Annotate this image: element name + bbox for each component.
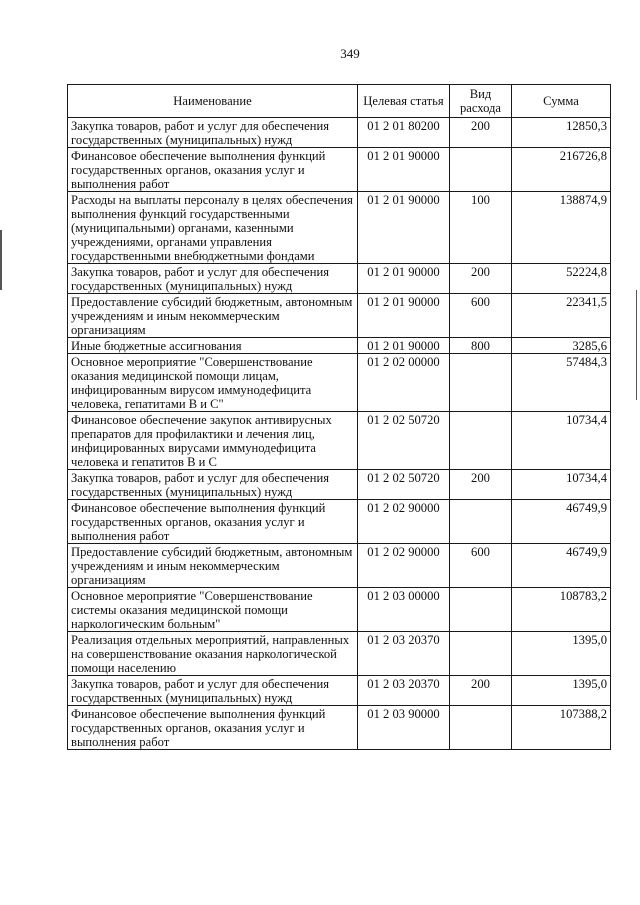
row-name-cell: Финансовое обеспечение выполнения функций государственных органов, оказания услуг и выполнения работ (68, 706, 358, 750)
row-name-cell: Предоставление субсидий бюджетным, автономным учреждениям и иным некоммерческим организациям (68, 544, 358, 588)
row-kind-cell: 600 (450, 294, 512, 338)
budget-table (67, 84, 611, 750)
row-name-cell: Закупка товаров, работ и услуг для обеспечения государственных (муниципальных) нужд (68, 118, 358, 148)
row-article-cell: 01 2 02 00000 (358, 354, 450, 412)
table-row (68, 544, 611, 588)
row-kind-cell (450, 632, 512, 676)
row-name-cell: Закупка товаров, работ и услуг для обеспечения государственных (муниципальных) нужд (68, 676, 358, 706)
row-kind-cell (450, 354, 512, 412)
row-article-cell: 01 2 01 90000 (358, 148, 450, 192)
row-article-cell: 01 2 01 90000 (358, 192, 450, 264)
row-article-cell: 01 2 01 90000 (358, 338, 450, 354)
page-number: 349 (340, 46, 360, 61)
row-name-cell: Реализация отдельных мероприятий, направленных на совершенствование оказания наркологической помощи населению (68, 632, 358, 676)
table-header-row (68, 85, 611, 118)
header-target-article: Целевая статья (358, 85, 450, 118)
row-article-cell: 01 2 02 50720 (358, 470, 450, 500)
table-row (68, 192, 611, 264)
header-expense-kind: Вид расхода (450, 85, 512, 118)
row-name-cell: Финансовое обеспечение закупок антивирусных препаратов для профилактики и лечения лиц, инфицированных вирусами иммунодефицита человека и гепатитов B и C (68, 412, 358, 470)
row-sum-cell: 1395,0 (512, 676, 611, 706)
table-row (68, 676, 611, 706)
row-name-cell: Финансовое обеспечение выполнения функций государственных органов, оказания услуг и выполнения работ (68, 148, 358, 192)
table-row (68, 588, 611, 632)
table-row (68, 500, 611, 544)
header-sum: Сумма (512, 85, 611, 118)
row-kind-cell (450, 588, 512, 632)
table-row (68, 148, 611, 192)
row-kind-cell (450, 148, 512, 192)
row-kind-cell: 800 (450, 338, 512, 354)
table-row (68, 470, 611, 500)
row-kind-cell: 200 (450, 118, 512, 148)
table-row (68, 294, 611, 338)
row-sum-cell: 12850,3 (512, 118, 611, 148)
row-sum-cell: 52224,8 (512, 264, 611, 294)
row-kind-cell: 200 (450, 264, 512, 294)
row-article-cell: 01 2 01 90000 (358, 294, 450, 338)
row-article-cell: 01 2 02 50720 (358, 412, 450, 470)
row-kind-cell: 200 (450, 676, 512, 706)
row-sum-cell: 1395,0 (512, 632, 611, 676)
row-sum-cell: 57484,3 (512, 354, 611, 412)
row-kind-cell: 200 (450, 470, 512, 500)
row-article-cell: 01 2 01 90000 (358, 264, 450, 294)
row-name-cell: Финансовое обеспечение выполнения функций государственных органов, оказания услуг и выполнения работ (68, 500, 358, 544)
table-row (68, 412, 611, 470)
row-sum-cell: 10734,4 (512, 470, 611, 500)
row-article-cell: 01 2 03 00000 (358, 588, 450, 632)
row-article-cell: 01 2 03 20370 (358, 632, 450, 676)
row-sum-cell: 10734,4 (512, 412, 611, 470)
row-article-cell: 01 2 03 20370 (358, 676, 450, 706)
row-kind-cell: 100 (450, 192, 512, 264)
row-article-cell: 01 2 01 80200 (358, 118, 450, 148)
row-article-cell: 01 2 03 90000 (358, 706, 450, 750)
row-name-cell: Расходы на выплаты персоналу в целях обеспечения выполнения функций государственными (муниципальными) органами, казенными учреждениями, органами управления государственными внебюджетными фондами (68, 192, 358, 264)
row-sum-cell: 138874,9 (512, 192, 611, 264)
row-sum-cell: 108783,2 (512, 588, 611, 632)
row-name-cell: Иные бюджетные ассигнования (68, 338, 358, 354)
row-sum-cell: 22341,5 (512, 294, 611, 338)
row-name-cell: Закупка товаров, работ и услуг для обеспечения государственных (муниципальных) нужд (68, 264, 358, 294)
table-row (68, 338, 611, 354)
row-kind-cell (450, 500, 512, 544)
row-kind-cell (450, 706, 512, 750)
scan-edge-mark (0, 230, 2, 290)
row-kind-cell (450, 412, 512, 470)
scan-edge-mark (636, 290, 637, 400)
row-article-cell: 01 2 02 90000 (358, 544, 450, 588)
row-sum-cell: 46749,9 (512, 500, 611, 544)
row-name-cell: Закупка товаров, работ и услуг для обеспечения государственных (муниципальных) нужд (68, 470, 358, 500)
table-row (68, 264, 611, 294)
row-sum-cell: 46749,9 (512, 544, 611, 588)
header-name: Наименование (68, 85, 358, 118)
table-row (68, 632, 611, 676)
row-name-cell: Основное мероприятие "Совершенствование системы оказания медицинской помощи наркологическим больным" (68, 588, 358, 632)
row-sum-cell: 3285,6 (512, 338, 611, 354)
table-row (68, 706, 611, 750)
table-row (68, 354, 611, 412)
row-kind-cell: 600 (450, 544, 512, 588)
row-sum-cell: 107388,2 (512, 706, 611, 750)
row-name-cell: Предоставление субсидий бюджетным, автономным учреждениям и иным некоммерческим организациям (68, 294, 358, 338)
table-row (68, 118, 611, 148)
row-article-cell: 01 2 02 90000 (358, 500, 450, 544)
row-name-cell: Основное мероприятие "Совершенствование оказания медицинской помощи лицам, инфицированным вирусом иммунодефицита человека, гепатитами B и C" (68, 354, 358, 412)
row-sum-cell: 216726,8 (512, 148, 611, 192)
